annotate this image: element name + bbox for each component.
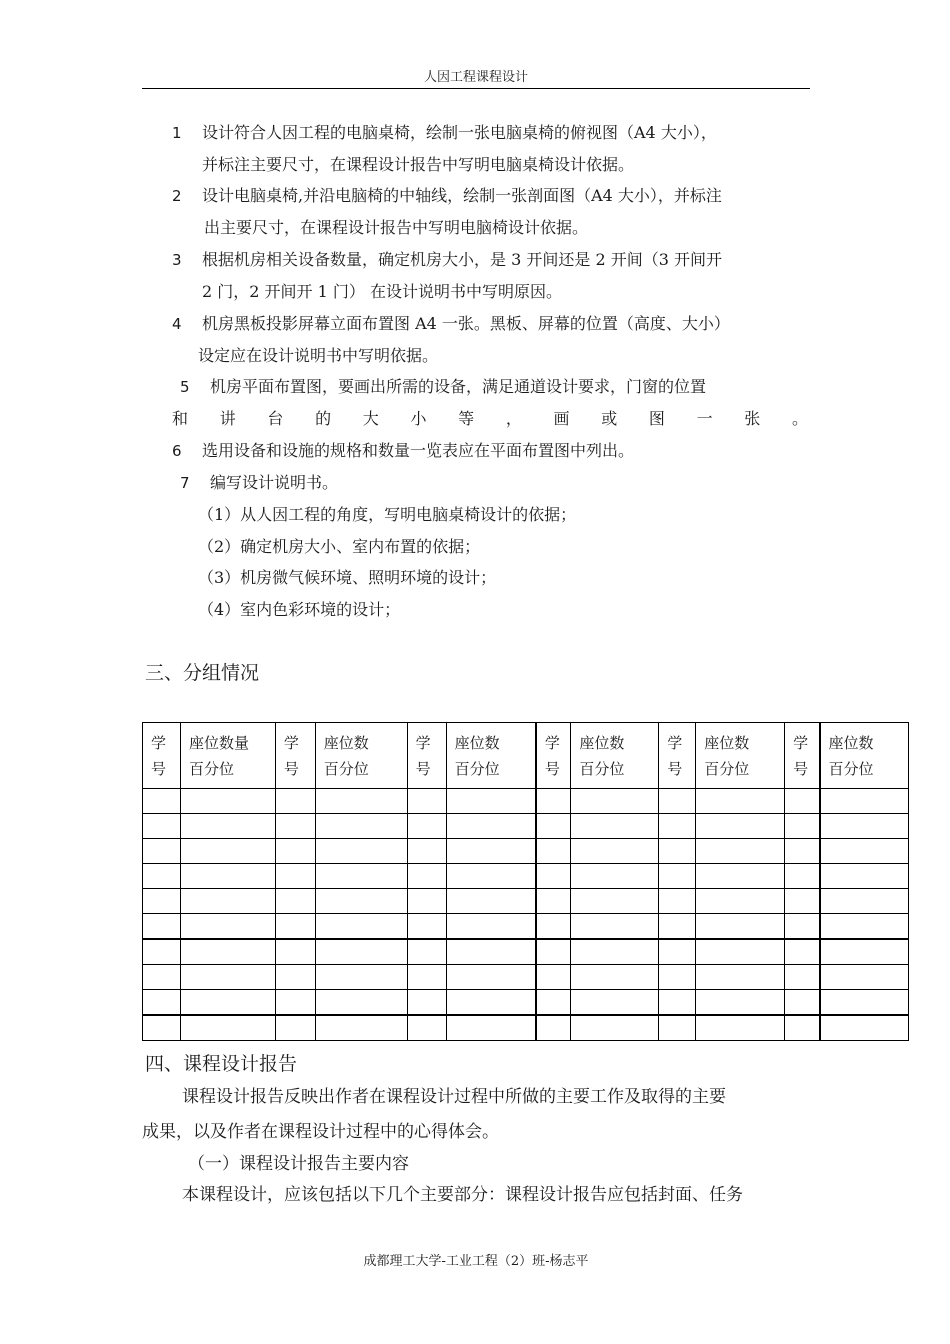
table-cell [446, 965, 536, 990]
table-cell [315, 939, 407, 965]
table-cell [696, 864, 785, 889]
table-cell [180, 939, 275, 965]
table-cell [696, 889, 785, 914]
header-cell-student-id: 学 号 [536, 723, 571, 789]
table-cell [315, 1015, 407, 1041]
table-cell [143, 965, 181, 990]
task-1-line-2: 并标注主要尺寸，在课程设计报告中写明电脑桌椅设计依据。 [202, 155, 635, 174]
header-cell-student-id: 学 号 [785, 723, 820, 789]
table-cell [659, 864, 696, 889]
table-row [143, 914, 909, 940]
table-cell [407, 990, 446, 1016]
table-cell [407, 814, 446, 839]
table-cell [659, 789, 696, 814]
grouping-table [142, 722, 909, 1041]
header-cell-seat-percentile: 座位数 百分位 [820, 723, 909, 789]
table-cell [446, 914, 536, 940]
header-cell-student-id: 学 号 [407, 723, 446, 789]
table-cell [571, 864, 659, 889]
table-cell [659, 914, 696, 940]
table-cell [143, 864, 181, 889]
table-row [143, 814, 909, 839]
table-cell [180, 914, 275, 940]
table-cell [820, 889, 909, 914]
table-cell [820, 939, 909, 965]
table-cell [696, 965, 785, 990]
task-5-line-1: 5 机房平面布置图，要画出所需的设备，满足通道设计要求，门窗的位置 [180, 377, 707, 396]
table-cell [536, 965, 571, 990]
table-cell [536, 1015, 571, 1041]
table-cell [536, 889, 571, 914]
table-cell [536, 939, 571, 965]
table-cell [659, 939, 696, 965]
table-cell [180, 789, 275, 814]
table-cell [659, 990, 696, 1016]
table-cell [407, 839, 446, 864]
table-cell [275, 789, 315, 814]
header-cell-student-id: 学 号 [143, 723, 181, 789]
subtask-3: （3）机房微气候环境、照明环境的设计； [198, 568, 497, 587]
subtask-1: （1）从人因工程的角度，写明电脑桌椅设计的依据； [198, 505, 577, 524]
task-2-line-2: 出主要尺寸，在课程设计报告中写明电脑椅设计依据。 [204, 218, 589, 237]
table-cell [446, 990, 536, 1016]
table-cell [571, 814, 659, 839]
table-cell [180, 864, 275, 889]
table-cell [659, 1015, 696, 1041]
header-cell-student-id: 学 号 [659, 723, 696, 789]
header-cell-student-id: 学 号 [275, 723, 315, 789]
table-cell [785, 839, 820, 864]
table-cell [315, 839, 407, 864]
table-cell [180, 814, 275, 839]
table-cell [315, 965, 407, 990]
table-cell [446, 789, 536, 814]
table-cell [180, 1015, 275, 1041]
table-cell [571, 965, 659, 990]
table-cell [785, 939, 820, 965]
subtask-2: （2）确定机房大小、室内布置的依据； [198, 537, 481, 556]
table-cell [180, 889, 275, 914]
header-cell-seat-percentile: 座位数量 百分位 [180, 723, 275, 789]
table-row [143, 864, 909, 889]
table-cell [536, 914, 571, 940]
table-cell [571, 1015, 659, 1041]
table-cell [143, 814, 181, 839]
section-4-title: 四、课程设计报告 [145, 1053, 298, 1075]
table-cell [446, 939, 536, 965]
task-5-line-2: 和 讲 台 的 大 小 等 ， 画 或 图 一 张 。 [172, 409, 808, 428]
table-cell [407, 864, 446, 889]
table-cell [820, 965, 909, 990]
table-cell [275, 914, 315, 940]
table-cell [536, 839, 571, 864]
table-cell [407, 939, 446, 965]
table-cell [785, 1015, 820, 1041]
table-cell [785, 914, 820, 940]
table-cell [446, 814, 536, 839]
table-cell [571, 889, 659, 914]
table-cell [446, 889, 536, 914]
table-cell [571, 914, 659, 940]
task-3-line-2: 2 门，2 开间开 1 门） 在设计说明书中写明原因。 [202, 282, 562, 301]
table-cell [785, 864, 820, 889]
table-cell [820, 914, 909, 940]
table-cell [571, 789, 659, 814]
table-cell [571, 939, 659, 965]
table-cell [820, 1015, 909, 1041]
table-cell [820, 990, 909, 1016]
table-cell [820, 839, 909, 864]
table-cell [659, 814, 696, 839]
subtask-4: （4）室内色彩环境的设计； [198, 600, 401, 619]
section-4-para-1-line-2: 成果，以及作者在课程设计过程中的心得体会。 [142, 1122, 499, 1142]
table-cell [315, 814, 407, 839]
task-4-line-1: 4 机房黑板投影屏幕立面布置图 A4 一张。黑板、屏幕的位置（高度、大小） [172, 314, 730, 333]
table-cell [820, 789, 909, 814]
table-cell [785, 990, 820, 1016]
table-cell [446, 864, 536, 889]
table-cell [407, 1015, 446, 1041]
table-cell [446, 1015, 536, 1041]
table-cell [407, 914, 446, 940]
table-row [143, 990, 909, 1016]
table-cell [275, 839, 315, 864]
table-cell [275, 1015, 315, 1041]
table-row [143, 789, 909, 814]
table-cell [315, 864, 407, 889]
table-cell [571, 839, 659, 864]
table-cell [315, 990, 407, 1016]
table-cell [275, 814, 315, 839]
header-cell-seat-percentile: 座位数 百分位 [446, 723, 536, 789]
table-cell [143, 839, 181, 864]
header-cell-seat-percentile: 座位数 百分位 [571, 723, 659, 789]
table-cell [180, 965, 275, 990]
table-cell [536, 789, 571, 814]
section-4-para-1-line-1: 课程设计报告反映出作者在课程设计过程中所做的主要工作及取得的主要 [182, 1087, 726, 1107]
table-cell [143, 789, 181, 814]
table-row [143, 839, 909, 864]
table-cell [143, 889, 181, 914]
table-cell [536, 990, 571, 1016]
table-cell [143, 914, 181, 940]
table-cell [446, 839, 536, 864]
task-7-line-1: 7 编写设计说明书。 [180, 473, 339, 492]
section-4-para-2: 本课程设计，应该包括以下几个主要部分：课程设计报告应包括封面、任务 [182, 1185, 743, 1205]
header-cell-seat-percentile: 座位数 百分位 [696, 723, 785, 789]
table-cell [536, 864, 571, 889]
table-row [143, 965, 909, 990]
table-cell [696, 1015, 785, 1041]
table-header-row [143, 723, 909, 789]
table-cell [275, 889, 315, 914]
table-cell [180, 839, 275, 864]
table-cell [820, 864, 909, 889]
table-cell [143, 1015, 181, 1041]
page-footer: 成都理工大学-工业工程（2）班-杨志平 [363, 1254, 589, 1269]
table-cell [571, 990, 659, 1016]
table-cell [696, 990, 785, 1016]
table-cell [275, 864, 315, 889]
table-cell [785, 789, 820, 814]
table-cell [536, 814, 571, 839]
table-cell [143, 939, 181, 965]
section-4-subheading: （一）课程设计报告主要内容 [188, 1154, 409, 1174]
task-6-line-1: 6 选用设备和设施的规格和数量一览表应在平面布置图中列出。 [172, 441, 635, 460]
table-cell [407, 889, 446, 914]
table-row [143, 939, 909, 965]
table-cell [143, 990, 181, 1016]
table-cell [275, 939, 315, 965]
section-3-title: 三、分组情况 [145, 662, 260, 684]
header-cell-seat-percentile: 座位数 百分位 [315, 723, 407, 789]
table-cell [407, 789, 446, 814]
task-1-line-1: 1 设计符合人因工程的电脑桌椅，绘制一张电脑桌椅的俯视图（A4 大小）， [172, 123, 717, 142]
table-cell [785, 965, 820, 990]
table-cell [407, 965, 446, 990]
table-row [143, 1015, 909, 1041]
table-cell [696, 789, 785, 814]
table-cell [696, 914, 785, 940]
table-cell [785, 889, 820, 914]
page-header: 人因工程课程设计 [423, 70, 528, 85]
table-cell [659, 889, 696, 914]
table-cell [315, 889, 407, 914]
task-2-line-1: 2 设计电脑桌椅,并沿电脑椅的中轴线，绘制一张剖面图（A4 大小），并标注 [172, 186, 722, 205]
table-cell [820, 814, 909, 839]
table-cell [180, 990, 275, 1016]
table-cell [696, 939, 785, 965]
table-cell [275, 990, 315, 1016]
table-cell [275, 965, 315, 990]
table-cell [696, 814, 785, 839]
table-cell [315, 789, 407, 814]
task-3-line-1: 3 根据机房相关设备数量，确定机房大小，是 3 开间还是 2 开间（3 开间开 [172, 250, 722, 269]
header-rule [142, 88, 810, 89]
task-4-line-2: 设定应在设计说明书中写明依据。 [198, 346, 439, 365]
table-cell [785, 814, 820, 839]
table-cell [659, 839, 696, 864]
table-cell [696, 839, 785, 864]
table-cell [315, 914, 407, 940]
table-cell [659, 965, 696, 990]
table-row [143, 889, 909, 914]
